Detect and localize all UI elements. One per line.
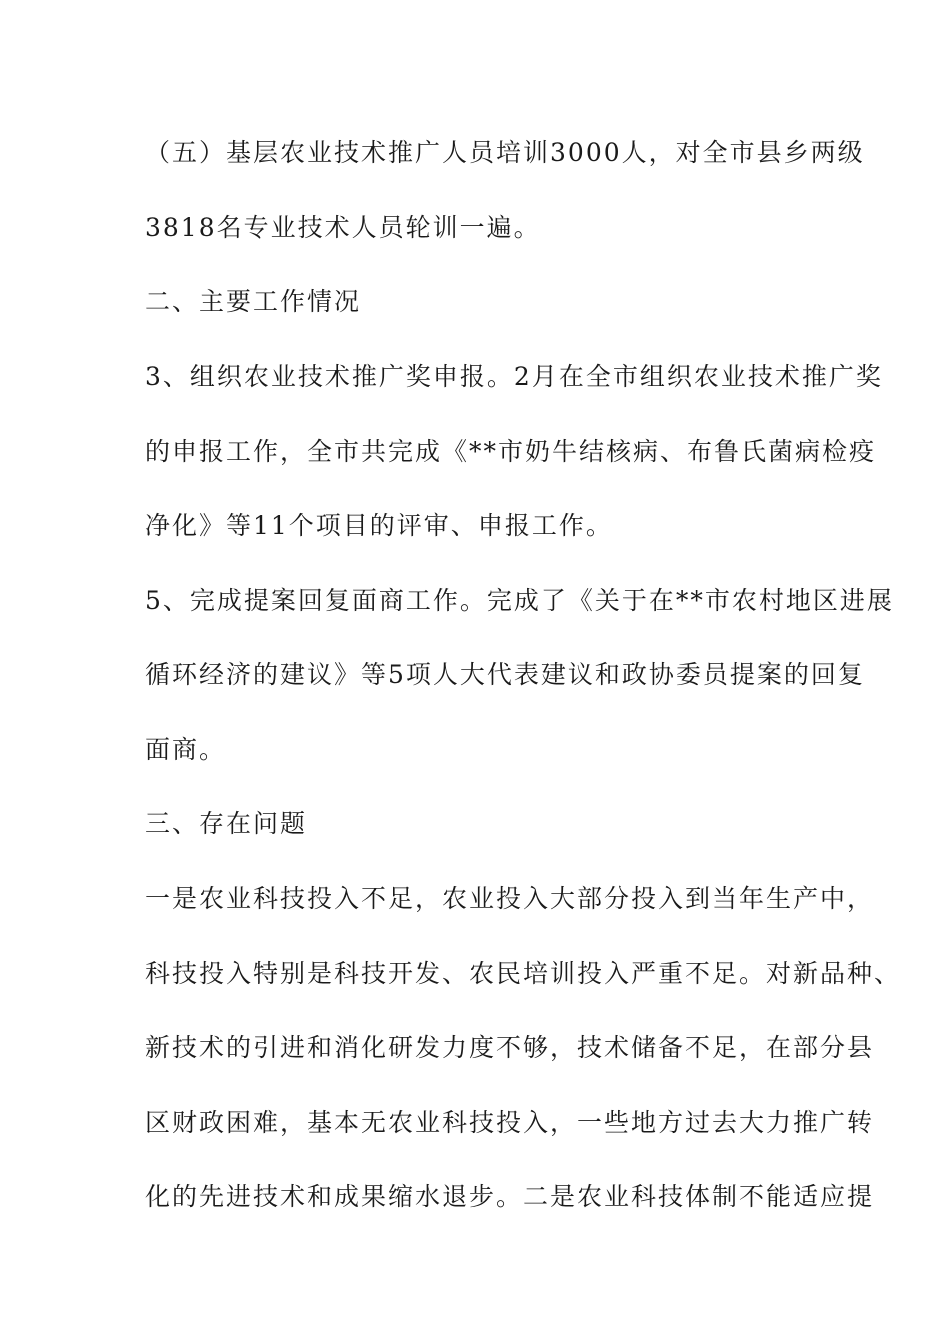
- text-line-problem-investment: 一是农业科技投入不足，农业投入大部分投入到当年生产中，: [145, 884, 875, 913]
- text-line-award-application: 3、组织农业技术推广奖申报。2月在全市组织农业技术推广奖: [145, 362, 883, 391]
- section-heading-main-work: 二、主要工作情况: [145, 287, 362, 316]
- text-line-award-projects: 的申报工作，全市共完成《**市奶牛结核病、布鲁氏菌病检疫: [145, 437, 877, 466]
- text-line-training-target: （五）基层农业技术推广人员培训3000人，对全市县乡两级: [145, 138, 865, 167]
- text-line-proposal-reply: 5、完成提案回复面商工作。完成了《关于在**市农村地区进展: [145, 586, 894, 615]
- text-line-proposal-end: 面商。: [145, 735, 227, 764]
- text-line-problem-training: 科技投入特别是科技开发、农民培训投入严重不足。对新品种、: [145, 959, 902, 988]
- text-line-problem-finance: 区财政困难，基本无农业科技投入，一些地方过去大力推广转: [145, 1108, 875, 1137]
- text-line-award-review: 净化》等11个项目的评审、申报工作。: [145, 511, 613, 540]
- section-heading-problems: 三、存在问题: [145, 809, 308, 838]
- text-line-proposal-items: 循环经济的建议》等5项人大代表建议和政协委员提案的回复: [145, 660, 865, 689]
- text-line-problem-research: 新技术的引进和消化研发力度不够，技术储备不足，在部分县: [145, 1033, 875, 1062]
- text-line-training-rotation: 3818名专业技术人员轮训一遍。: [145, 213, 541, 242]
- text-line-problem-system: 化的先进技术和成果缩水退步。二是农业科技体制不能适应提: [145, 1182, 875, 1211]
